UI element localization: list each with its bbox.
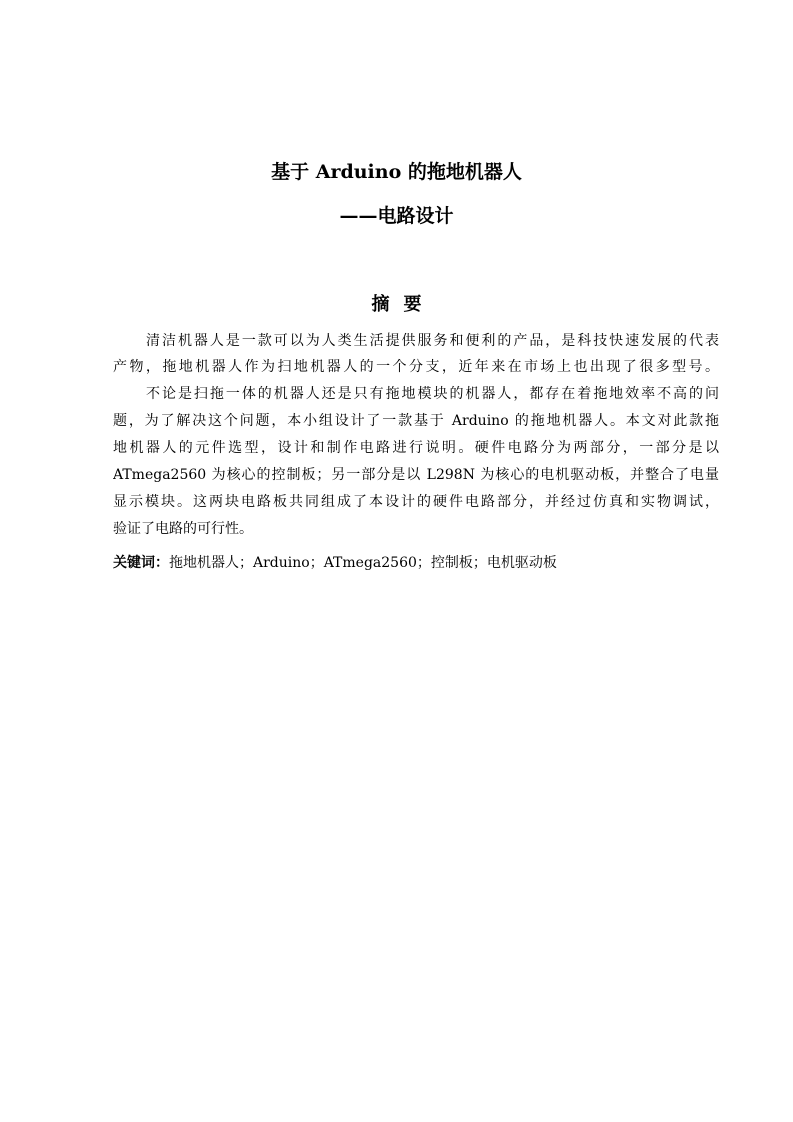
abstract-p2-line-6: 验证了电路的可行性。: [113, 521, 253, 537]
abstract-p1-line-1: 清洁机器人是一款可以为人类生活提供服务和便利的产品，是科技快速发展的代表: [146, 333, 719, 349]
abstract-p2-line-2: 题，为了解决这个问题，本小组设计了一款基于 Arduino 的拖地机器人。本文对此款拖: [113, 413, 719, 429]
paper-title: 基于 Arduino 的拖地机器人: [271, 161, 522, 183]
abstract-p2-line-3: 地机器人的元件选型，设计和制作电路进行说明。硬件电路分为两部分，一部分是以: [113, 440, 719, 456]
abstract-p1-line-2: 产物，拖地机器人作为扫地机器人的一个分支，近年来在市场上也出现了很多型号。: [113, 359, 719, 375]
keywords-label: 关键词：: [113, 555, 169, 571]
paper-subtitle: ——电路设计: [339, 205, 454, 227]
abstract-heading: 摘要: [371, 294, 436, 315]
keywords-text: 拖地机器人；Arduino；ATmega2560；控制板；电机驱动板: [169, 555, 557, 571]
abstract-p2-line-4: ATmega2560 为核心的控制板；另一部分是以 L298N 为核心的电机驱动板，并整合了电量: [113, 467, 719, 483]
abstract-p2-line-1: 不论是扫拖一体的机器人还是只有拖地模块的机器人，都存在着拖地效率不高的问: [146, 386, 719, 402]
abstract-p2-line-5: 显示模块。这两块电路板共同组成了本设计的硬件电路部分，并经过仿真和实物调试，: [113, 494, 719, 510]
keywords-line: [113, 553, 719, 573]
